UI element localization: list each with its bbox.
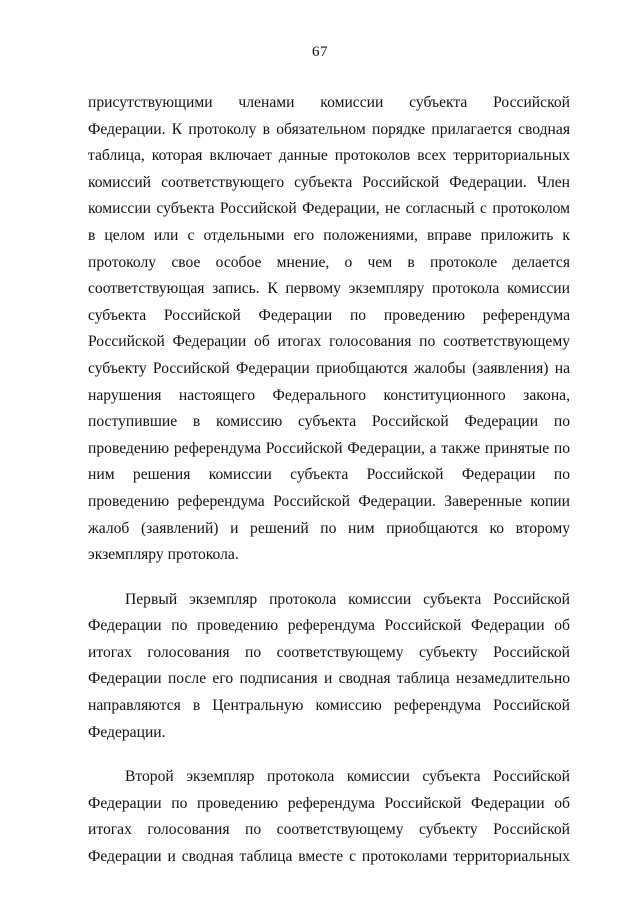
text-line: направляются в Центральную комиссию референдума Российской: [88, 697, 570, 715]
text-line: присутствующими членами комиссии субъекта Российской: [88, 94, 570, 111]
text-line: комиссии субъекта Российской Федерации, не согласный с протоколом: [88, 200, 570, 218]
text-line: комиссий соответствующего субъекта Российской Федерации. Член: [88, 173, 570, 191]
paragraph-2: [88, 587, 570, 747]
body-text: [88, 90, 570, 871]
text-line: Первый экземпляр протокола комиссии субъекта Российской: [125, 590, 570, 608]
text-line: поступившие в комиссию субъекта Российской Федерации по: [88, 413, 570, 431]
text-line: проведению референдума Российской Федерации. Заверенные копии: [88, 492, 570, 510]
text-line: Федерации.: [88, 723, 166, 741]
text-line: итогах голосования по соответствующему субъекту Российской: [88, 821, 570, 839]
text-line: таблица, которая включает данные протоколов всех территориальных: [88, 147, 570, 165]
text-line: Российской Федерации об итогах голосования по соответствующему: [88, 333, 570, 351]
text-line: проведению референдума Российской Федерации, а также принятые по: [88, 439, 570, 457]
text-line: соответствующая запись. К первому экземпляру протокола комиссии: [88, 280, 570, 298]
text-line: протоколу свое особое мнение, о чем в протоколе делается: [88, 253, 570, 271]
text-line: Федерации после его подписания и сводная таблица незамедлительно: [88, 670, 570, 688]
text-line: итогах голосования по соответствующему субъекту Российской: [88, 643, 570, 661]
paragraph-spacer: [88, 746, 570, 764]
paragraph-1: [88, 90, 570, 569]
text-line: Федерации и сводная таблица вместе с протоколами территориальных: [88, 848, 570, 866]
paragraph-3: [88, 764, 570, 870]
text-line: ним решения комиссии субъекта Российской Федерации по: [88, 466, 570, 484]
text-line: Федерации. К протоколу в обязательном порядке прилагается сводная: [88, 120, 570, 138]
text-line: жалоб (заявлений) и решений по ним приобщаются ко второму: [88, 519, 570, 537]
text-line: Второй экземпляр протокола комиссии субъекта Российской: [125, 768, 570, 786]
text-line: экземпляру протокола.: [88, 546, 239, 564]
text-line: Федерации по проведению референдума Российской Федерации об: [88, 794, 570, 812]
text-line: в целом или с отдельными его положениями, вправе приложить к: [88, 226, 570, 244]
text-line: Федерации по проведению референдума Российской Федерации об: [88, 617, 570, 635]
paragraph-spacer: [88, 569, 570, 587]
text-line: субъекту Российской Федерации приобщаются жалобы (заявления) на: [88, 359, 570, 377]
page-number: 67: [312, 44, 328, 60]
text-line: нарушения настоящего Федерального конституционного закона,: [88, 386, 570, 404]
text-line: субъекта Российской Федерации по проведению референдума: [88, 306, 570, 324]
